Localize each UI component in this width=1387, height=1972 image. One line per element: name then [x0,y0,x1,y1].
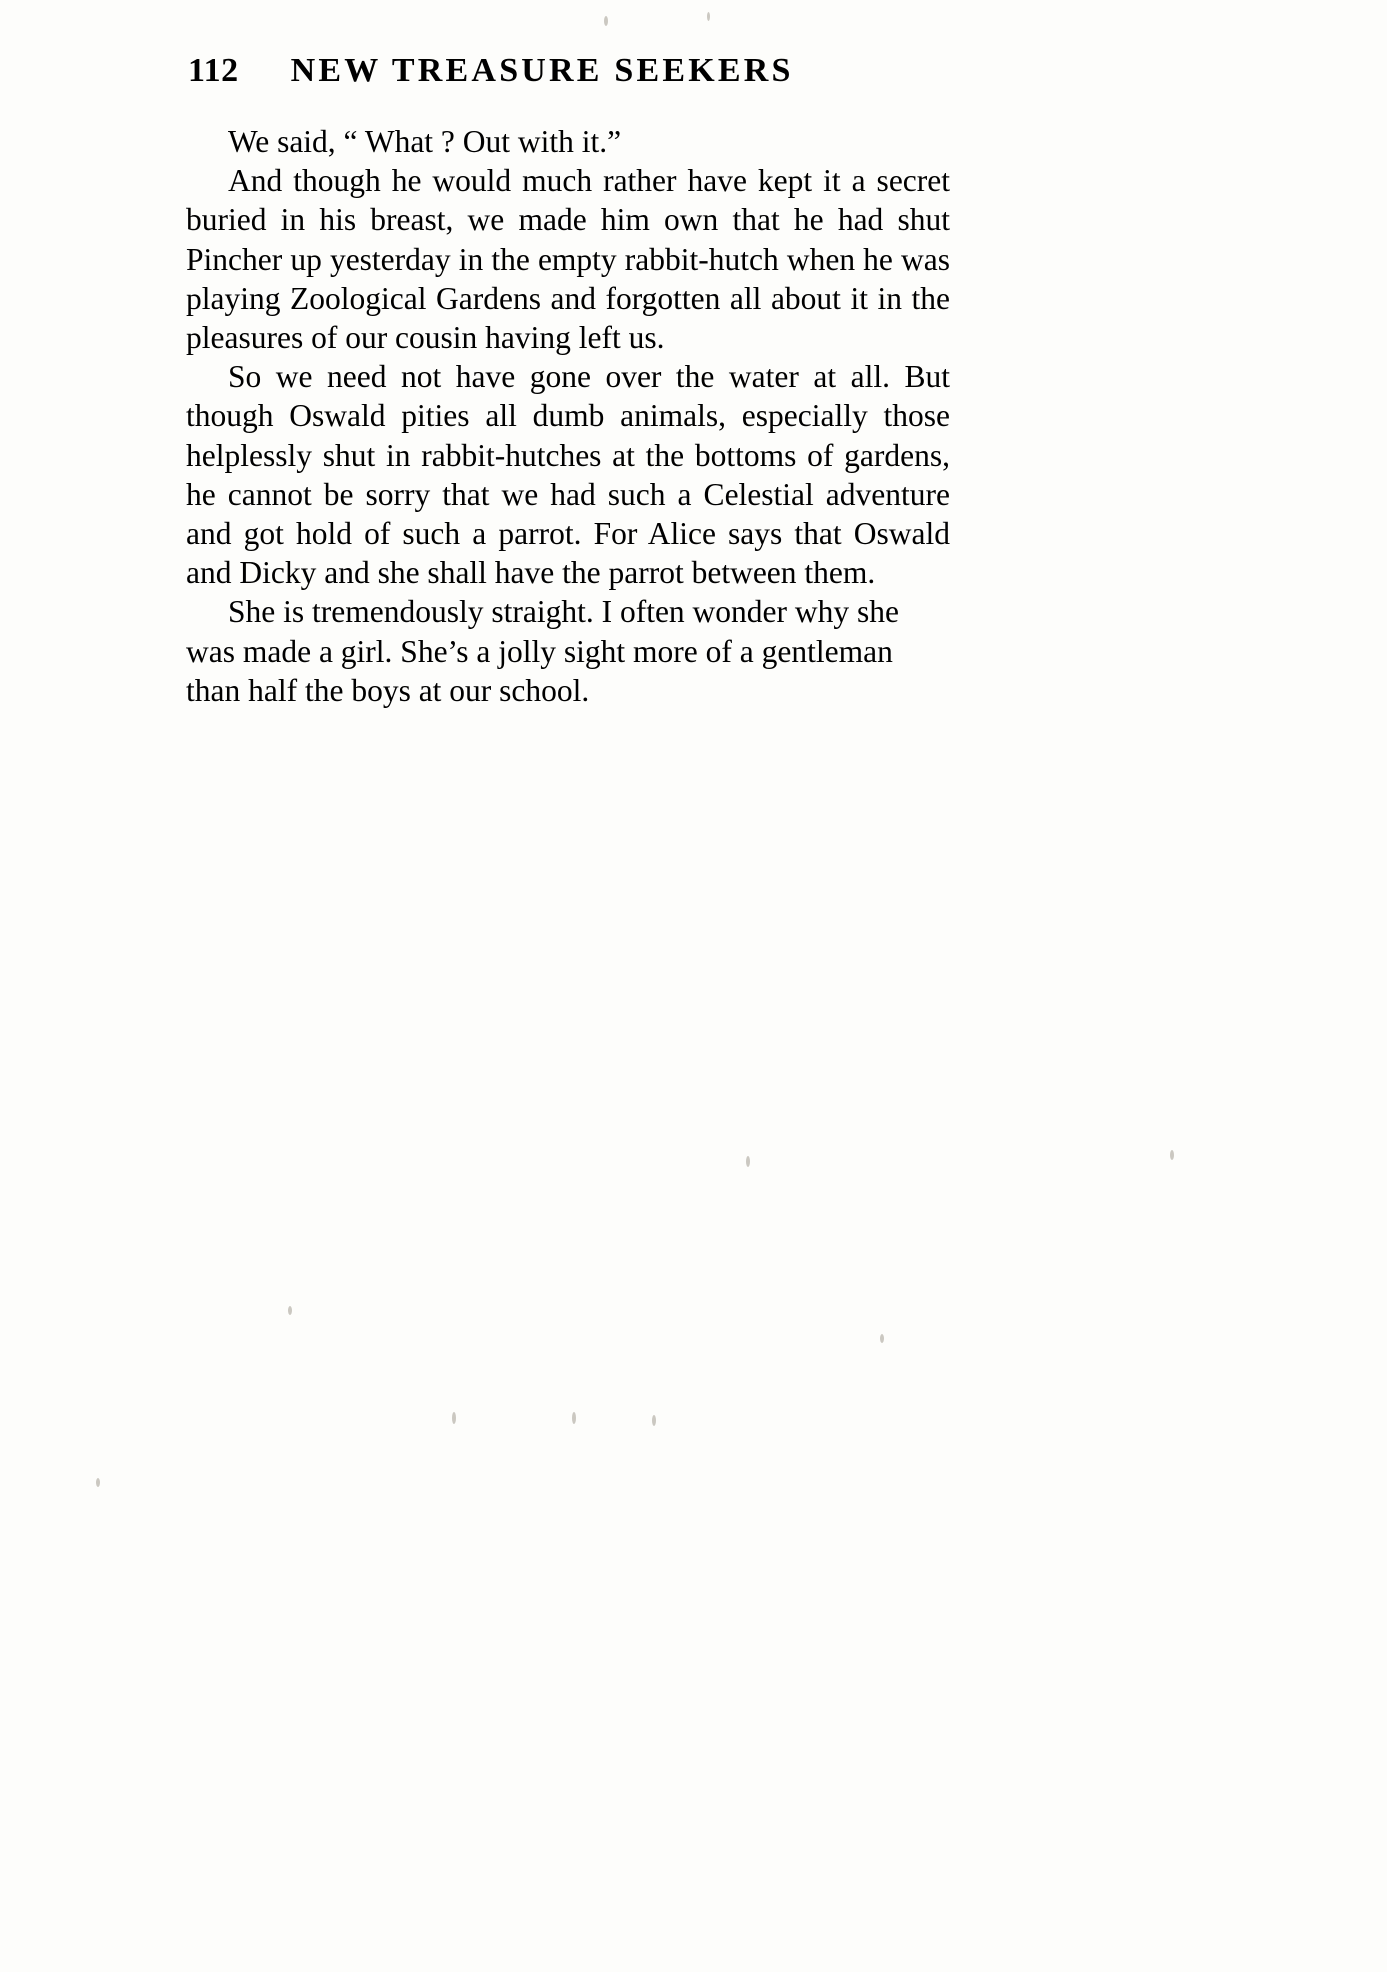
scan-speck [652,1415,656,1426]
paragraph: And though he would much rather have kept it a secret buried in his breast, we made him own that he had shut Pincher up yesterday in the empty rabbit-hutch when he was playing Zoological Gardens and forgotten all about it in the pleasures of our cousin having left us. [186,163,950,356]
scan-speck [746,1156,750,1167]
paragraph: So we need not have gone over the water at all. But though Oswald pities all dumb animals, especially those helplessly shut in rabbit-hutches at the bottoms of gardens, he cannot be sorry that we had such a Celestial adventure and got hold of such a parrot. For Alice says that Oswald and Dicky and she shall have the parrot between them. [186,359,950,591]
scan-speck [452,1412,456,1424]
body-text [186,122,950,710]
page-number: 112 [188,52,239,89]
scan-speck [707,12,710,21]
scan-speck [572,1412,576,1424]
scan-speck [604,16,608,26]
scan-speck [1170,1150,1174,1160]
page-header [188,52,1008,90]
scan-speck [880,1334,884,1343]
paragraph: She is tremendously straight. I often wonder why she was made a girl. She’s a jolly sight more of a gentleman than half the boys at our school. [186,594,900,708]
scan-speck [288,1306,292,1315]
scan-speck [96,1478,100,1487]
paragraph: We said, “ What ? Out with it.” [228,124,622,159]
running-head: NEW TREASURE SEEKERS [290,52,794,89]
